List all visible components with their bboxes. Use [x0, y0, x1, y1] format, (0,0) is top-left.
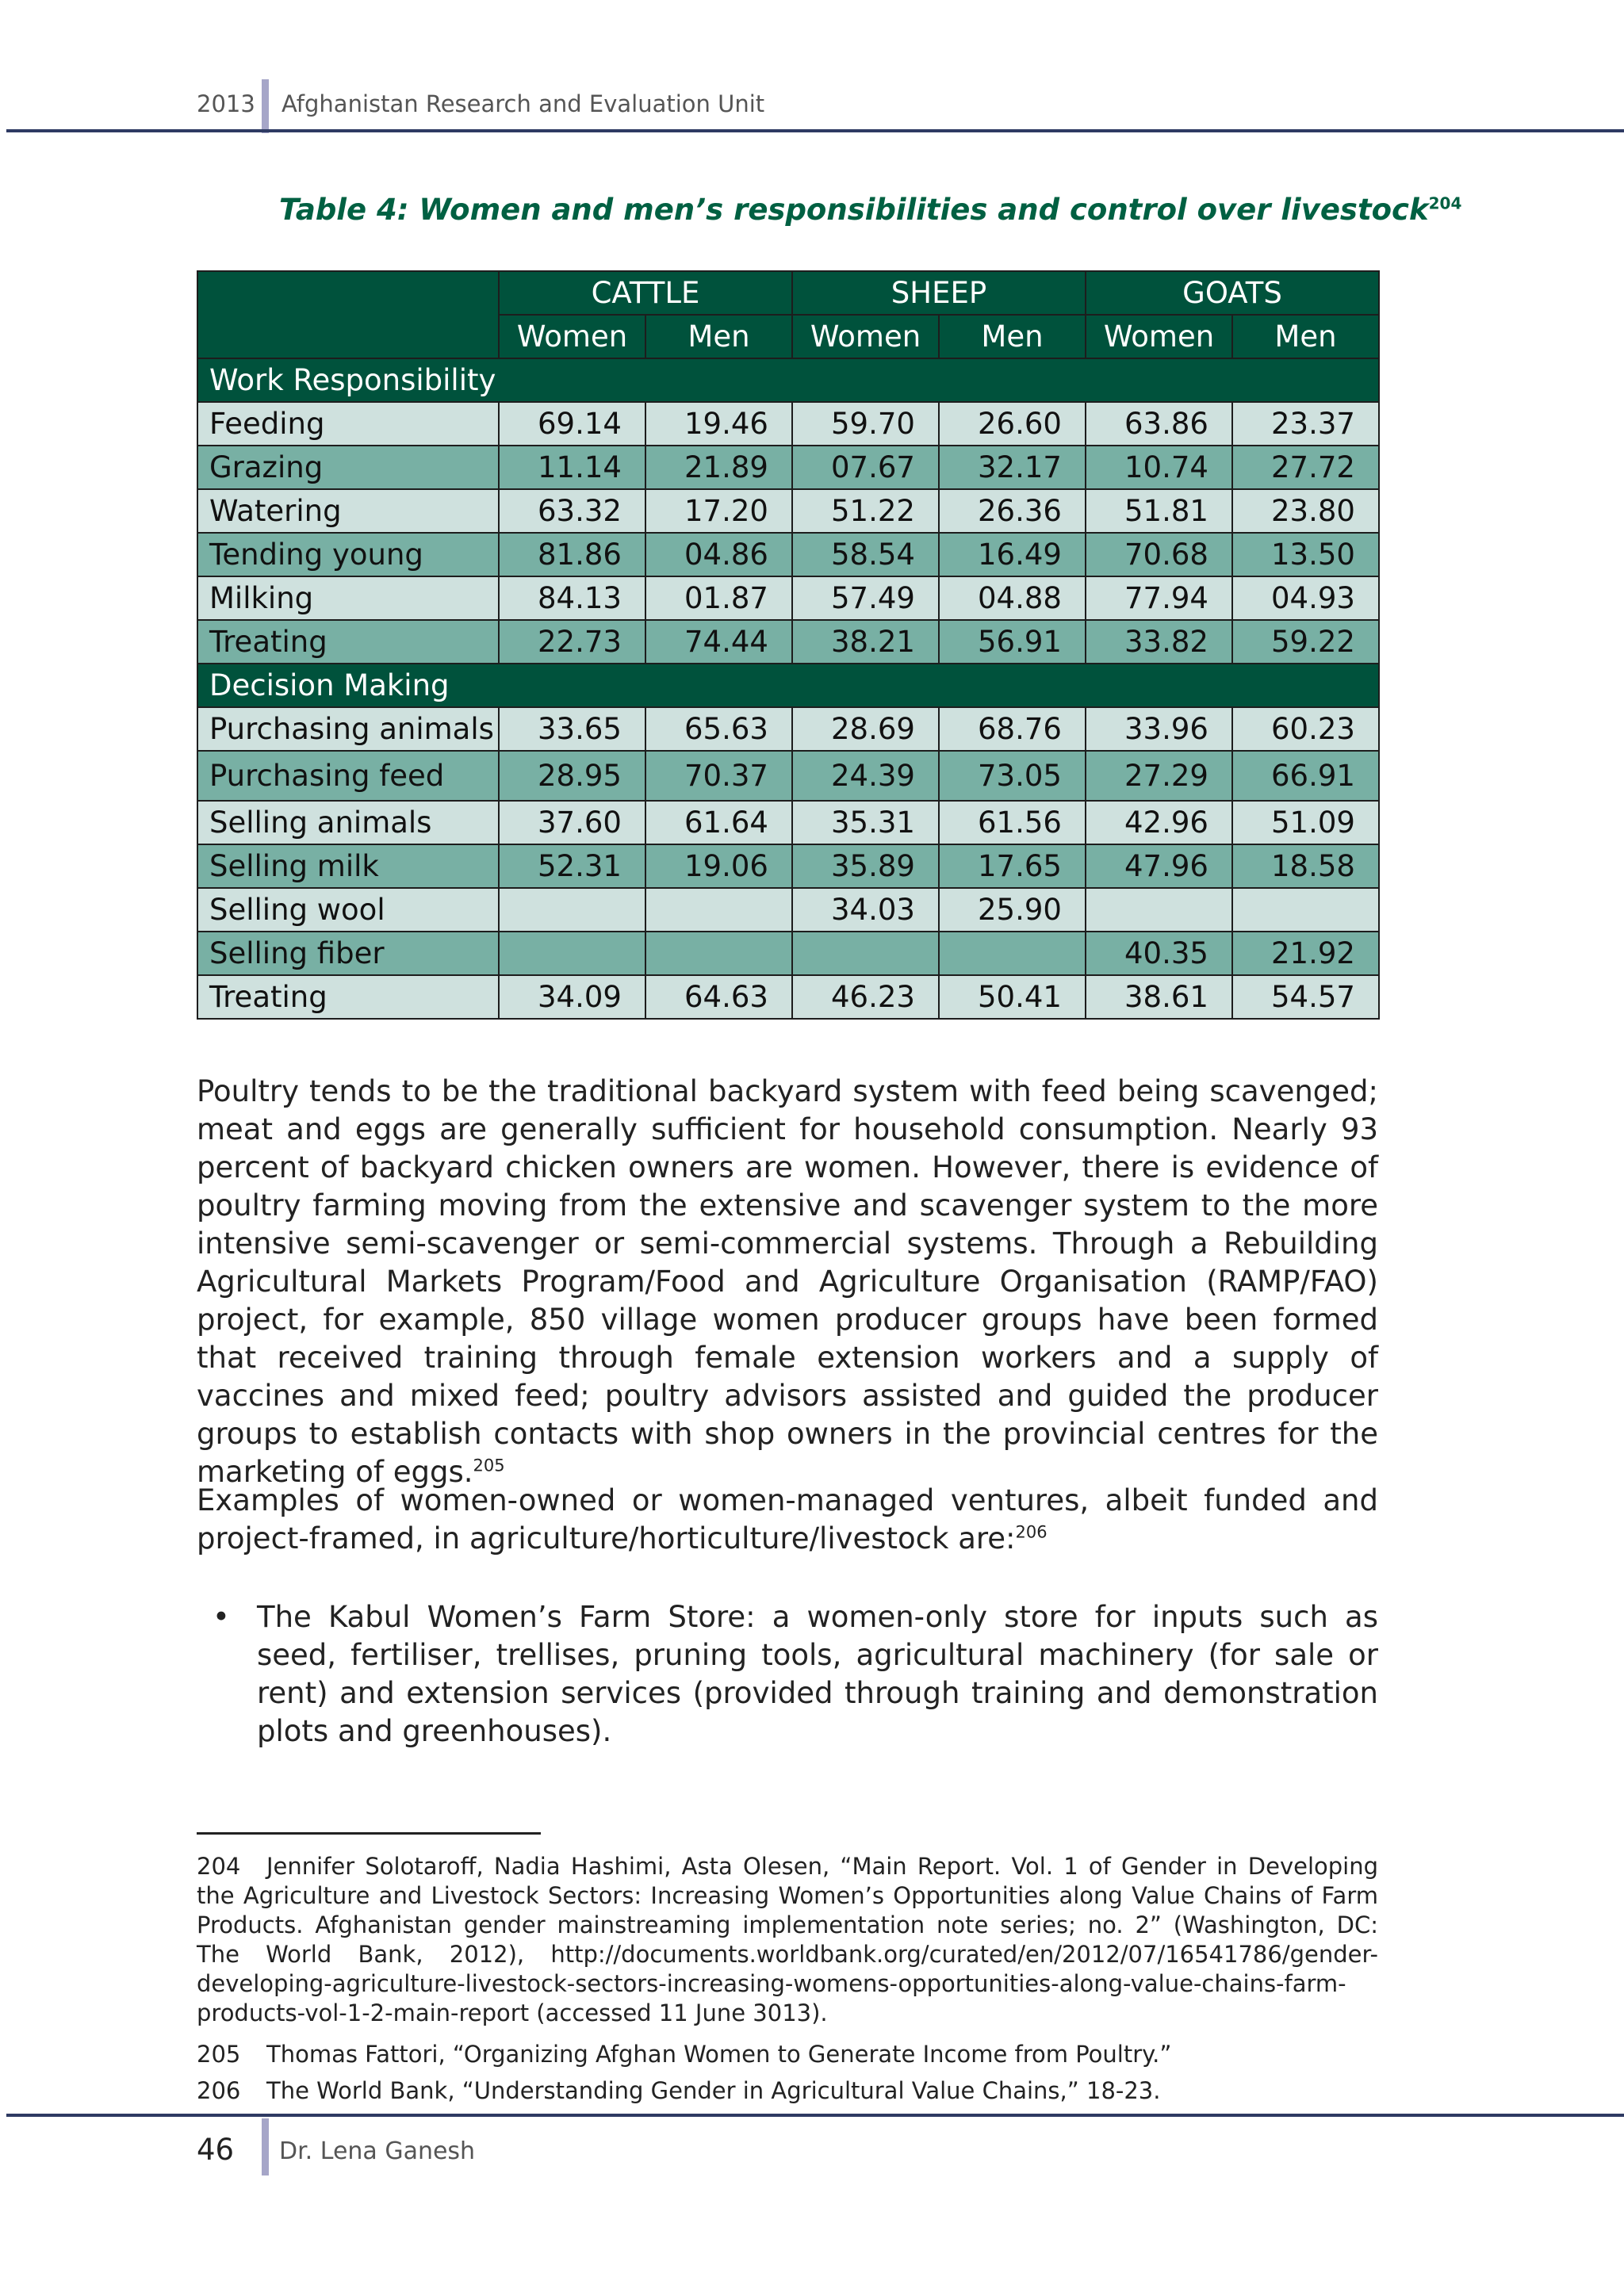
table-row — [197, 844, 1379, 888]
table-cell: 59.70 — [792, 402, 939, 446]
table-header-row-groups — [197, 271, 1379, 315]
footnote-text: Thomas Fattori, “Organizing Afghan Women to Generate Income from Poultry.” — [266, 2041, 1172, 2068]
table-cell: 52.31 — [499, 844, 645, 888]
table-cell: 33.65 — [499, 707, 645, 751]
table-cell: 33.96 — [1086, 707, 1232, 751]
column-group-header: SHEEP — [792, 271, 1086, 315]
footnote-205 — [197, 2040, 1378, 2069]
table-cell: 24.39 — [792, 751, 939, 801]
table-cell: 21.89 — [645, 446, 792, 489]
table-cell: 61.64 — [645, 801, 792, 844]
table-cell: 18.58 — [1232, 844, 1379, 888]
table-cell — [499, 932, 645, 975]
table-cell: 04.86 — [645, 533, 792, 576]
table-cell: 57.49 — [792, 576, 939, 620]
table-cell: 22.73 — [499, 620, 645, 664]
footnote-number: 205 — [197, 2041, 241, 2068]
table-cell: 33.82 — [1086, 620, 1232, 664]
table-cell: 23.80 — [1232, 489, 1379, 533]
body-paragraph-2 — [197, 1482, 1378, 1558]
table-cell: 35.89 — [792, 844, 939, 888]
table-row — [197, 402, 1379, 446]
table-cell: 61.56 — [939, 801, 1086, 844]
section-title: Decision Making — [197, 664, 1379, 707]
footer-author: Dr. Lena Ganesh — [279, 2137, 476, 2165]
footnote-separator — [197, 1832, 541, 1835]
table-cell — [792, 932, 939, 975]
paragraph-text: Poultry tends to be the traditional backyard system with feed being scavenged; meat and eggs are generally sufficient for household consumption. Nearly 93 percent of backyard chicken owners are women. However, there is evidence of poultry farming moving from the extensive and scavenger system to the more intensive semi-scavenger or semi-commercial systems. Through a Rebuilding Agricultural Markets Program/Food and Agriculture Organisation (RAMP/FAO) project, for example, 850 village women producer groups have been formed that received training through female extension workers and a supply of vaccines and mixed feed; poultry advisors assisted and guided the producer groups to establish contacts with shop owners in the provincial centres for the marketing of eggs. — [197, 1074, 1378, 1489]
column-group-header: CATTLE — [499, 271, 792, 315]
livestock-table — [197, 270, 1380, 1020]
table-cell — [939, 932, 1086, 975]
table-cell: 56.91 — [939, 620, 1086, 664]
row-label: Selling wool — [197, 888, 499, 932]
table-cell: 19.06 — [645, 844, 792, 888]
table-cell: 63.32 — [499, 489, 645, 533]
table-cell: 13.50 — [1232, 533, 1379, 576]
page-number: 46 — [197, 2133, 235, 2167]
table-cell: 23.37 — [1232, 402, 1379, 446]
table-row — [197, 533, 1379, 576]
table-cell: 70.37 — [645, 751, 792, 801]
column-header: Men — [1232, 315, 1379, 358]
row-label: Treating — [197, 620, 499, 664]
table-row — [197, 975, 1379, 1019]
table-row — [197, 620, 1379, 664]
table-cell: 25.90 — [939, 888, 1086, 932]
table-cell: 28.69 — [792, 707, 939, 751]
table-cell: 10.74 — [1086, 446, 1232, 489]
table-cell: 04.88 — [939, 576, 1086, 620]
table-row — [197, 446, 1379, 489]
table-corner-cell — [197, 271, 499, 358]
footnote-text: Jennifer Solotaroff, Nadia Hashimi, Asta Olesen, “Main Report. Vol. 1 of Gender in Developing the Agriculture and Livestock Sectors: Increasing Women’s Opportunities along Value Chains of Farm Products. Afghanistan gender mainstreaming implementation note series; no. 2” (Washington, DC: The World Bank, 2012), http://documents.worldbank.org/curated/en/2012/07/16541786/gender-developing-agriculture-livestock-sectors-increasing-womens-opportunities-along-value-chains-farm-products-vol-1-2-main-report (accessed 11 June 3013). — [197, 1853, 1378, 2026]
row-label: Selling milk — [197, 844, 499, 888]
table-cell: 81.86 — [499, 533, 645, 576]
footnote-206 — [197, 2076, 1378, 2106]
row-label: Milking — [197, 576, 499, 620]
table-cell: 68.76 — [939, 707, 1086, 751]
column-header: Women — [792, 315, 939, 358]
table-cell: 66.91 — [1232, 751, 1379, 801]
table-cell: 59.22 — [1232, 620, 1379, 664]
column-header: Men — [939, 315, 1086, 358]
table-row — [197, 888, 1379, 932]
column-header: Women — [499, 315, 645, 358]
table-cell: 74.44 — [645, 620, 792, 664]
table-cell: 19.46 — [645, 402, 792, 446]
table-cell: 60.23 — [1232, 707, 1379, 751]
table-cell: 07.67 — [792, 446, 939, 489]
table-cell: 17.65 — [939, 844, 1086, 888]
table-cell: 27.29 — [1086, 751, 1232, 801]
table-cell: 51.09 — [1232, 801, 1379, 844]
table-cell: 38.61 — [1086, 975, 1232, 1019]
page-header — [0, 0, 1624, 135]
row-label: Watering — [197, 489, 499, 533]
footer-divider — [262, 2118, 269, 2175]
table-row — [197, 801, 1379, 844]
header-organization: Afghanistan Research and Evaluation Unit — [282, 90, 765, 117]
header-year: 2013 — [197, 90, 255, 117]
table-cell — [645, 932, 792, 975]
table-cell: 27.72 — [1232, 446, 1379, 489]
table-cell — [645, 888, 792, 932]
table-cell: 58.54 — [792, 533, 939, 576]
section-title: Work Responsibility — [197, 358, 1379, 402]
row-label: Tending young — [197, 533, 499, 576]
table-row — [197, 576, 1379, 620]
header-divider — [262, 79, 269, 133]
table-cell: 21.92 — [1232, 932, 1379, 975]
column-header: Women — [1086, 315, 1232, 358]
column-group-header: GOATS — [1086, 271, 1379, 315]
table-cell — [1086, 888, 1232, 932]
footnote-204 — [197, 1852, 1378, 2028]
header-rule — [6, 129, 1624, 132]
table-cell: 50.41 — [939, 975, 1086, 1019]
footnote-ref-205[interactable]: 205 — [473, 1456, 505, 1475]
table-cell: 84.13 — [499, 576, 645, 620]
row-label: Grazing — [197, 446, 499, 489]
row-label: Selling fiber — [197, 932, 499, 975]
table-cell: 16.49 — [939, 533, 1086, 576]
table-row — [197, 932, 1379, 975]
table-cell: 63.86 — [1086, 402, 1232, 446]
bullet-item-1: The Kabul Women’s Farm Store: a women-only store for inputs such as seed, fertiliser, trellises, pruning tools, agricultural machinery (for sale or rent) and extension services (provided through training and demonstration plots and greenhouses). — [257, 1600, 1378, 1748]
footer-rule — [6, 2114, 1624, 2117]
table-cell: 35.31 — [792, 801, 939, 844]
table-cell: 04.93 — [1232, 576, 1379, 620]
footnote-text: The World Bank, “Understanding Gender in Agricultural Value Chains,” 18-23. — [266, 2077, 1161, 2104]
table-cell: 51.22 — [792, 489, 939, 533]
table-cell: 40.35 — [1086, 932, 1232, 975]
table-cell: 28.95 — [499, 751, 645, 801]
table-cell: 65.63 — [645, 707, 792, 751]
table-row — [197, 707, 1379, 751]
table-section-row — [197, 664, 1379, 707]
table-cell: 34.09 — [499, 975, 645, 1019]
row-label: Feeding — [197, 402, 499, 446]
page-footer — [0, 2109, 1624, 2296]
table-cell: 47.96 — [1086, 844, 1232, 888]
table-section-row — [197, 358, 1379, 402]
table-cell: 51.81 — [1086, 489, 1232, 533]
table-cell: 26.36 — [939, 489, 1086, 533]
row-label: Purchasing feed — [197, 751, 499, 801]
table-cell: 54.57 — [1232, 975, 1379, 1019]
row-label: Selling animals — [197, 801, 499, 844]
table-cell: 69.14 — [499, 402, 645, 446]
caption-footnote-ref[interactable]: 204 — [1428, 193, 1462, 213]
caption-text: Table 4: Women and men’s responsibilities and control over livestock — [279, 193, 1429, 227]
table-row — [197, 489, 1379, 533]
table-cell: 38.21 — [792, 620, 939, 664]
table-cell: 26.60 — [939, 402, 1086, 446]
row-label: Purchasing animals — [197, 707, 499, 751]
table-cell — [1232, 888, 1379, 932]
column-header: Men — [645, 315, 792, 358]
row-label: Treating — [197, 975, 499, 1019]
table-cell: 01.87 — [645, 576, 792, 620]
table-body — [197, 358, 1379, 1019]
table-cell: 64.63 — [645, 975, 792, 1019]
table-cell: 37.60 — [499, 801, 645, 844]
footnote-ref-206[interactable]: 206 — [1015, 1522, 1048, 1542]
table-cell: 11.14 — [499, 446, 645, 489]
table-cell: 73.05 — [939, 751, 1086, 801]
table-cell: 34.03 — [792, 888, 939, 932]
footnote-number: 206 — [197, 2077, 241, 2104]
footnote-number: 204 — [197, 1853, 241, 1880]
table-caption — [279, 193, 1462, 227]
table-cell: 70.68 — [1086, 533, 1232, 576]
table-cell: 42.96 — [1086, 801, 1232, 844]
table-cell: 77.94 — [1086, 576, 1232, 620]
table-cell: 46.23 — [792, 975, 939, 1019]
body-paragraph-1 — [197, 1073, 1378, 1491]
table-cell — [499, 888, 645, 932]
table-cell: 17.20 — [645, 489, 792, 533]
table-cell: 32.17 — [939, 446, 1086, 489]
paragraph-text: Examples of women-owned or women-managed ventures, albeit funded and project-framed, in agriculture/horticulture/livestock are: — [197, 1483, 1378, 1556]
table-row — [197, 751, 1379, 801]
bullet-marker: • — [213, 1600, 230, 1634]
